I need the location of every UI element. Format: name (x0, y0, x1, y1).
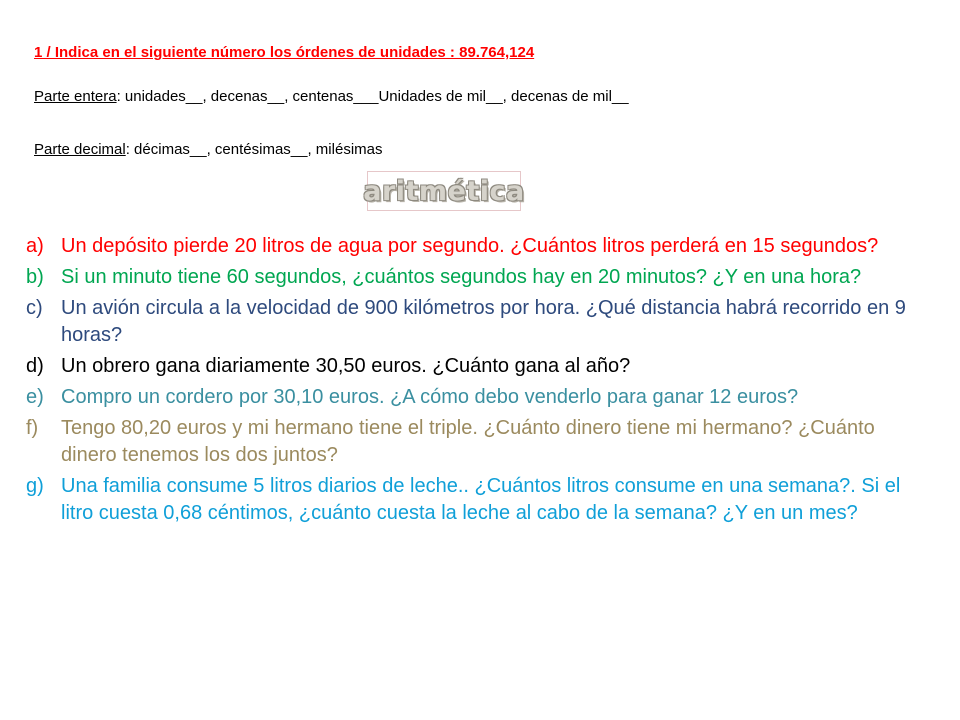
problem-marker: e) (26, 386, 44, 408)
integer-part-line (34, 88, 629, 105)
problem-text: Un obrero gana diariamente 30,50 euros. ¿Cuánto gana al año? (61, 355, 631, 377)
problem-marker: g) (26, 475, 44, 497)
decimal-part-line (34, 141, 382, 158)
integer-part-label: Parte entera (34, 88, 117, 105)
problem-text: Un depósito pierde 20 litros de agua por segundo. ¿Cuántos litros perderá en 15 segundos? (61, 235, 879, 257)
wordart-text: aritmética (363, 175, 525, 207)
problem-item (26, 295, 906, 349)
problem-text: Un avión circula a la velocidad de 900 kilómetros por hora. ¿Qué distancia habrá recorrido en 9 horas? (61, 297, 906, 346)
problem-item (26, 264, 906, 291)
problem-marker: c) (26, 297, 43, 319)
problem-text: Si un minuto tiene 60 segundos, ¿cuántos segundos hay en 20 minutos? ¿Y en una hora? (61, 266, 862, 288)
decimal-part-text: : décimas__, centésimas__, milésimas (125, 141, 383, 158)
exercise-title: 1 / Indica en el siguiente número los órdenes de unidades : 89.764,124 (34, 44, 535, 61)
problem-marker: a) (26, 235, 44, 257)
problem-text: Tengo 80,20 euros y mi hermano tiene el triple. ¿Cuánto dinero tiene mi hermano? ¿Cuánto dinero tenemos los dos juntos? (61, 417, 875, 466)
problem-text: Una familia consume 5 litros diarios de leche.. ¿Cuántos litros consume en una semana?. Si el litro cuesta 0,68 céntimos, ¿cuánto cuesta la leche al cabo de la semana? ¿Y en un mes? (61, 475, 901, 524)
problem-item (26, 415, 906, 469)
decimal-part-label: Parte decimal (34, 141, 126, 158)
problem-list (26, 233, 906, 531)
problem-item (26, 473, 906, 527)
problem-item (26, 353, 906, 380)
wordart-heading (363, 171, 525, 211)
problem-marker: d) (26, 355, 44, 377)
problem-marker: b) (26, 266, 44, 288)
problem-text: Compro un cordero por 30,10 euros. ¿A cómo debo venderlo para ganar 12 euros? (61, 386, 799, 408)
problem-item (26, 233, 906, 260)
integer-part-text: : unidades__, decenas__, centenas___Unidades de mil__, decenas de mil__ (116, 88, 629, 105)
problem-marker: f) (26, 417, 39, 439)
problem-item (26, 384, 906, 411)
